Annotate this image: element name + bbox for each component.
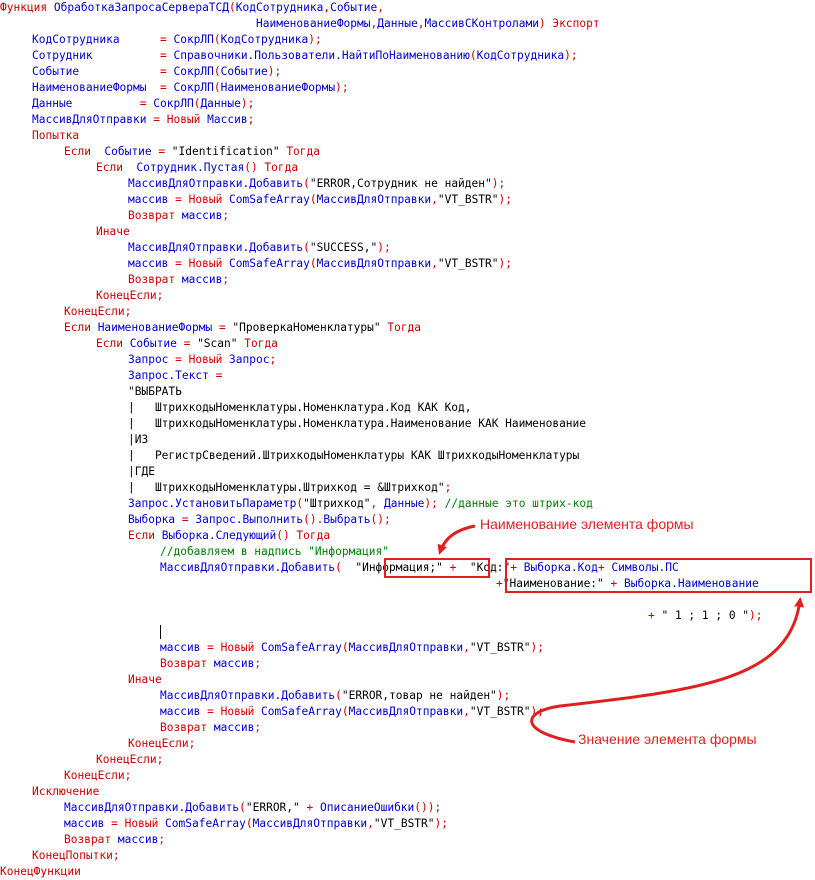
code-token: ,: [463, 705, 470, 718]
code-token: ) Экспорт: [538, 17, 600, 30]
code-token: МассивДляОтправки: [348, 705, 464, 718]
code-token: Выбрать: [323, 513, 371, 526]
code-token: =: [218, 321, 233, 334]
code-token: Если: [128, 529, 162, 542]
code-token: массив: [64, 817, 112, 830]
code-token: ,: [377, 1, 384, 14]
code-token: массив: [160, 641, 208, 654]
code-token: =: [159, 33, 174, 46]
code-token: (: [341, 705, 349, 718]
code-token: Справочники.Пользователи.НайтиПоНаименованию: [173, 49, 470, 62]
code-token: ,: [370, 497, 384, 510]
code-token: ());: [414, 801, 442, 814]
code-token: Событие: [32, 65, 160, 78]
code-line: [128, 736, 195, 752]
code-token: ,: [431, 193, 438, 206]
code-token: Если: [96, 337, 130, 350]
code-token: ,: [463, 641, 470, 654]
code-line: [160, 640, 544, 656]
code-line: [160, 560, 679, 576]
code-token: МассивДляОтправки: [316, 193, 432, 206]
code-token: ;: [444, 481, 452, 494]
code-token: ().: [303, 513, 324, 526]
code-token: НаименованиеФормы: [32, 81, 160, 94]
code-token: Событие: [330, 1, 378, 14]
code-token: =: [159, 65, 174, 78]
code-token: ,: [367, 817, 374, 830]
code-token: =: [215, 369, 223, 382]
code-token: "VT_BSTR": [437, 257, 499, 270]
code-token: НаименованиеФормы: [97, 321, 219, 334]
code-token: МассивДляОтправки: [316, 257, 432, 270]
code-token: " 1 ; 1 ; 0 ": [661, 609, 750, 622]
code-token: =: [181, 513, 196, 526]
code-token: );: [267, 65, 282, 78]
code-token: (: [309, 257, 317, 270]
code-token: Сотрудник.Пустая: [136, 161, 245, 174]
code-token: ;: [254, 657, 262, 670]
code-token: );: [530, 705, 544, 718]
code-line: [128, 432, 148, 448]
code-token: "VT_BSTR": [373, 817, 435, 830]
code-token: //добавляем в надпись "Информация": [160, 545, 390, 558]
code-token: Массив: [207, 113, 248, 126]
code-token: );: [335, 81, 349, 94]
code-line: [64, 832, 165, 848]
code-token: КонецЕсли;: [96, 289, 164, 302]
code-line: [128, 400, 472, 416]
code-token: ,: [431, 257, 438, 270]
code-token: |ИЗ: [128, 433, 149, 446]
code-token: Выборка.Код: [523, 561, 598, 574]
code-token: ;: [158, 833, 166, 846]
code-token: "VT_BSTR": [469, 705, 531, 718]
code-token: СокрЛП: [173, 65, 214, 78]
code-token: Данные: [383, 497, 425, 510]
code-line: [32, 80, 349, 96]
code-token: );: [424, 497, 445, 510]
code-token: +: [648, 609, 662, 622]
code-token: +: [603, 577, 625, 590]
code-token: КодСотрудника: [235, 1, 324, 14]
code-token: | ШтрихкодыНоменклатуры.Номенклатура.Код КАК Код,: [128, 401, 472, 414]
code-token: );: [530, 641, 544, 654]
code-line: [128, 672, 162, 688]
code-token: Сотрудник: [32, 49, 160, 62]
code-token: КонецПопытки;: [32, 849, 120, 862]
code-line: [0, 0, 384, 16]
code-token: ();: [370, 513, 391, 526]
code-token: =: [158, 145, 172, 158]
code-line: [32, 112, 254, 128]
code-line: [128, 192, 512, 208]
code-token: );: [377, 241, 391, 254]
code-token: | ШтрихкодыНоменклатуры.Номенклатура.Наименование КАК Наименование: [128, 417, 587, 430]
code-token: Данные: [32, 97, 140, 110]
code-line: [128, 256, 512, 272]
code-line: [128, 464, 155, 480]
code-token: Выборка.Следующий: [161, 529, 277, 542]
code-line: [32, 48, 578, 64]
code-token: =: [183, 337, 198, 350]
code-token: "VT_BSTR": [469, 641, 531, 654]
code-token: ,: [370, 17, 378, 30]
code-token: Запрос.Выполнить: [195, 513, 304, 526]
code-line: [96, 752, 163, 768]
code-token: КодСотрудника: [32, 33, 160, 46]
code-line: [64, 320, 421, 336]
code-line: [32, 32, 322, 48]
code-token: //данные это штрих-код: [444, 497, 593, 510]
code-token: );: [498, 257, 512, 270]
code-token: );: [308, 33, 322, 46]
code-token: МассивСКонтролами: [424, 17, 539, 30]
code-token: НаименованиеФормы: [256, 17, 371, 30]
code-token: МассивДляОтправки: [348, 641, 464, 654]
code-line: [648, 608, 763, 624]
code-line: [128, 496, 593, 512]
form-element-name-label: Наименование элемента формы: [480, 516, 694, 532]
code-token: ComSafeArray: [165, 817, 246, 830]
code-token: (: [335, 689, 342, 702]
code-line: [96, 288, 163, 304]
code-line: [128, 448, 579, 464]
code-line: [128, 528, 330, 544]
code-line: [128, 352, 276, 368]
code-line: [256, 16, 600, 32]
code-token: Тогда: [380, 321, 422, 334]
code-token: (: [213, 33, 221, 46]
code-token: "Штрихкод": [303, 497, 371, 510]
code-token: = Новый: [175, 193, 230, 206]
code-token: СокрЛП: [173, 33, 214, 46]
code-line: [128, 176, 505, 192]
code-token: );: [240, 97, 255, 110]
code-line: [32, 128, 79, 144]
code-token: КодСотрудника: [220, 33, 309, 46]
code-token: КонецЕсли;: [96, 753, 164, 766]
code-line: [64, 768, 131, 784]
code-token: (: [303, 177, 310, 190]
code-token: (: [469, 49, 477, 62]
code-token: ComSafeArray: [229, 193, 310, 206]
code-token: (: [341, 641, 349, 654]
code-token: Выборка.Наименование: [624, 577, 759, 590]
code-line: [128, 416, 586, 432]
code-token: Исключение: [32, 785, 100, 798]
code-token: (: [213, 81, 221, 94]
code-token: массив: [213, 657, 255, 670]
code-token: Событие: [129, 337, 184, 350]
code-line: [64, 816, 448, 832]
code-token: = Новый: [207, 641, 262, 654]
code-token: ОписаниеОшибки: [319, 801, 415, 814]
code-token: КодСотрудника: [476, 49, 565, 62]
code-token: Возврат: [64, 833, 118, 846]
code-token: );: [564, 49, 578, 62]
code-token: массив: [117, 833, 159, 846]
code-token: "ERROR,товар не найден": [341, 689, 497, 702]
code-token: МассивДляОтправки.Добавить: [128, 241, 304, 254]
code-token: КонецФункции: [0, 865, 81, 878]
code-token: "Scan": [197, 337, 238, 350]
code-token: массив: [181, 273, 223, 286]
code-token: Запрос.УстановитьПараметр: [128, 497, 297, 510]
code-token: (: [245, 817, 253, 830]
code-token: | РегистрСведений.ШтрихкодыНоменклатуры КАК ШтрихкодыНоменклатуры: [128, 449, 580, 462]
code-token: (: [239, 801, 246, 814]
code-token: ComSafeArray: [261, 705, 342, 718]
code-token: массив: [213, 721, 255, 734]
text-cursor: [160, 625, 161, 639]
code-token: =: [139, 97, 154, 110]
code-token: МассивДляОтправки: [252, 817, 368, 830]
code-line: [128, 512, 391, 528]
code-token: массив: [128, 193, 176, 206]
code-token: массив: [128, 257, 176, 270]
code-token: Возврат: [128, 273, 182, 286]
code-token: () Тогда: [276, 529, 331, 542]
code-token: +: [510, 561, 524, 574]
code-line: [160, 688, 510, 704]
code-token: КонецЕсли;: [64, 769, 132, 782]
code-token: Иначе: [128, 673, 162, 686]
code-token: ;: [254, 721, 262, 734]
code-token: |ГДЕ: [128, 465, 155, 478]
code-token: (: [303, 241, 310, 254]
code-token: Если: [64, 321, 98, 334]
code-line: [128, 272, 229, 288]
code-line: [160, 720, 261, 736]
code-token: "ERROR,Сотрудник не найден": [309, 177, 492, 190]
code-line: [32, 848, 120, 864]
code-token: МассивДляОтправки: [32, 113, 154, 126]
code-token: +: [299, 801, 320, 814]
code-line: [0, 864, 81, 880]
code-token: ОбработкаЗапросаСервераТСД: [53, 1, 230, 14]
code-token: Событие: [220, 65, 268, 78]
code-line: [128, 368, 222, 384]
code-token: МассивДляОтправки.Добавить: [128, 177, 304, 190]
code-line: [96, 160, 298, 176]
code-token: ;: [247, 113, 255, 126]
code-token: =: [159, 81, 174, 94]
code-token: (: [213, 65, 221, 78]
code-token: "Код:": [469, 561, 511, 574]
form-element-value-label: Значение элемента формы: [578, 731, 757, 747]
code-token: НаименованиеФормы: [220, 81, 336, 94]
code-token: МассивДляОтправки.Добавить: [160, 689, 336, 702]
code-line: [496, 576, 759, 592]
code-token: СокрЛП: [153, 97, 194, 110]
code-token: "Identification": [171, 145, 280, 158]
code-token: "SUCCESS,": [309, 241, 378, 254]
code-token: ComSafeArray: [229, 257, 310, 270]
code-token: Если: [96, 161, 137, 174]
code-token: = Новый: [175, 257, 230, 270]
code-line: [32, 64, 281, 80]
code-line: [64, 304, 131, 320]
code-token: КонецЕсли;: [64, 305, 132, 318]
code-token: = Новый: [175, 353, 230, 366]
code-line: [128, 384, 182, 400]
code-token: (: [229, 1, 236, 14]
code-line: [128, 480, 451, 496]
code-token: );: [491, 177, 506, 190]
code-token: ;: [222, 209, 230, 222]
code-token: (: [296, 497, 304, 510]
code-token: массив: [160, 705, 208, 718]
code-token: "Наименование:": [502, 577, 604, 590]
code-line: [64, 800, 441, 816]
code-token: Иначе: [96, 225, 130, 238]
code-token: +: [597, 561, 612, 574]
code-line: [32, 784, 99, 800]
code-token: () Тогда: [244, 161, 299, 174]
code-token: );: [498, 193, 512, 206]
code-token: (: [193, 97, 201, 110]
code-token: Попытка: [32, 129, 80, 142]
code-token: ,: [417, 17, 425, 30]
code-token: СокрЛП: [173, 81, 214, 94]
code-token: массив: [181, 209, 223, 222]
code-token: МассивДляОтправки.Добавить: [160, 561, 336, 574]
code-token: ;: [269, 353, 277, 366]
code-token: Выборка: [128, 513, 182, 526]
code-token: МассивДляОтправки.Добавить: [64, 801, 240, 814]
code-line: [64, 144, 320, 160]
code-token: "Информация;": [355, 561, 443, 574]
code-token: "ERROR,": [245, 801, 300, 814]
code-token: Данные: [200, 97, 241, 110]
code-token: "ПроверкаНоменклатуры": [232, 321, 381, 334]
code-token: Возврат: [160, 721, 214, 734]
code-line: [32, 96, 254, 112]
code-token: Символы.ПС: [611, 561, 679, 574]
code-token: Тогда: [237, 337, 278, 350]
code-token: Возврат: [128, 209, 182, 222]
code-token: Тогда: [279, 145, 320, 158]
code-token: = Новый: [153, 113, 208, 126]
code-line: [128, 240, 391, 256]
code-token: Функция: [0, 1, 54, 14]
code-token: ,: [323, 1, 331, 14]
code-token: =: [159, 49, 174, 62]
code-token: = Новый: [207, 705, 262, 718]
code-token: Запрос: [128, 353, 176, 366]
code-line: [160, 544, 389, 560]
code-token: КонецЕсли;: [128, 737, 196, 750]
code-token: );: [496, 689, 511, 702]
code-line: [160, 704, 544, 720]
code-line: [160, 656, 261, 672]
code-token: = Новый: [111, 817, 166, 830]
code-line: [128, 208, 229, 224]
code-token: );: [749, 609, 763, 622]
code-token: +: [496, 577, 503, 590]
code-token: Данные: [377, 17, 418, 30]
code-token: (: [335, 561, 356, 574]
code-token: "VT_BSTR": [437, 193, 499, 206]
code-token: "ВЫБРАТЬ: [128, 385, 182, 398]
code-token: Если: [64, 145, 105, 158]
code-token: | ШтрихкодыНоменклатуры.Штрихкод = &Штрихкод": [128, 481, 445, 494]
code-token: +: [442, 561, 470, 574]
code-token: Возврат: [160, 657, 214, 670]
code-token: (: [309, 193, 317, 206]
code-token: );: [434, 817, 448, 830]
code-token: Запрос.Текст: [128, 369, 216, 382]
code-line: [96, 224, 130, 240]
code-token: Событие: [104, 145, 159, 158]
code-token: ;: [222, 273, 230, 286]
code-token: ComSafeArray: [261, 641, 342, 654]
code-line: [96, 336, 278, 352]
code-token: Запрос: [229, 353, 270, 366]
